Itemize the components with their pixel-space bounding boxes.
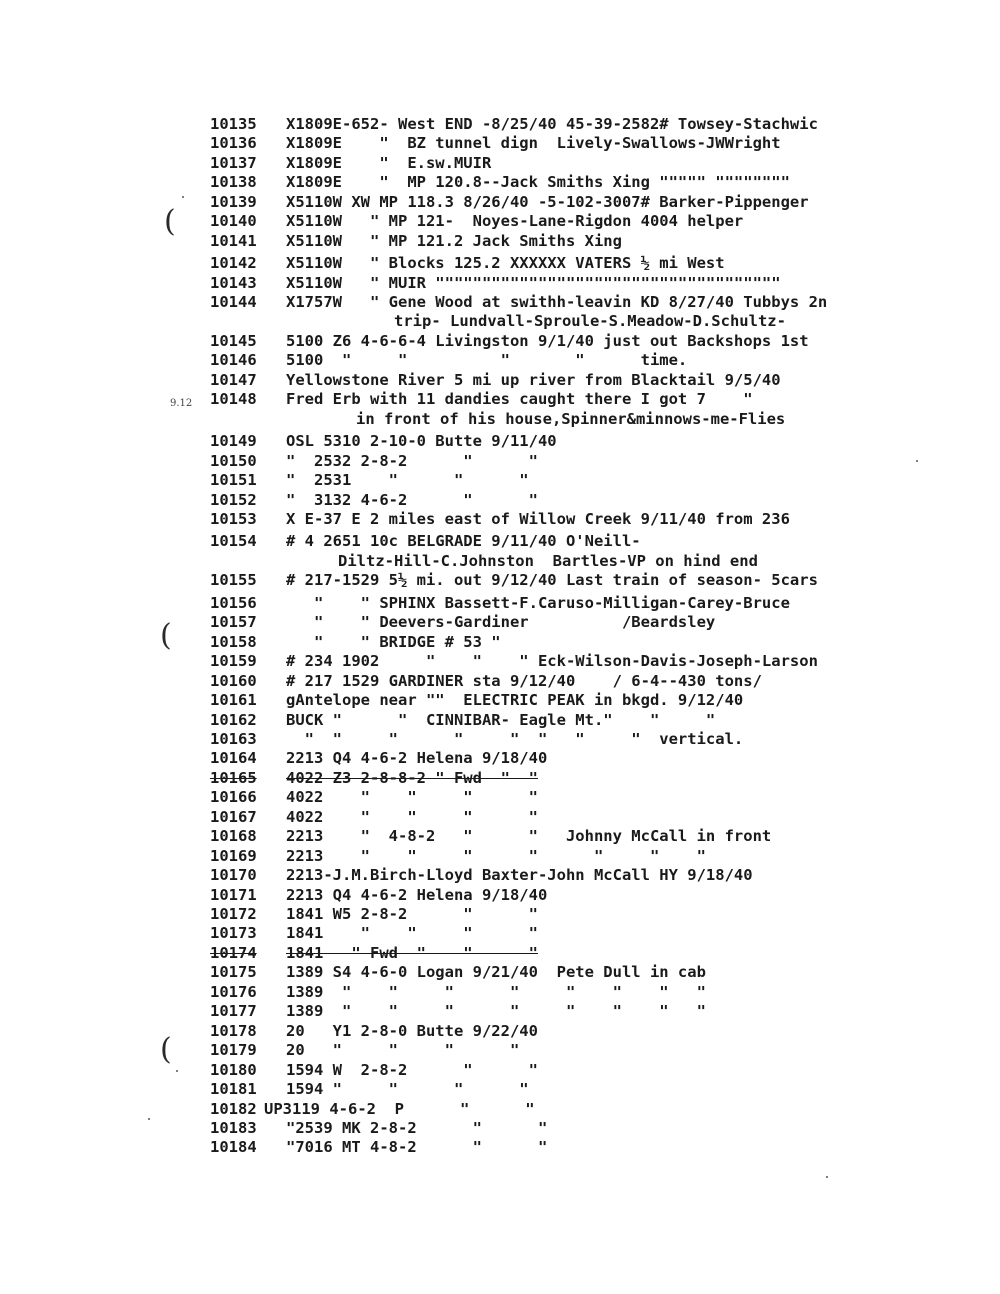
entry-number: 10150: [210, 452, 257, 470]
entry-text: X5110W " MP 121- Noyes-Lane-Rigdon 4004 helper: [286, 212, 744, 230]
entry-number: 10138: [210, 173, 257, 191]
entry-number: 10173: [210, 924, 257, 942]
entry-number: 10151: [210, 471, 257, 489]
entry-number: 10144: [210, 293, 257, 311]
entry-text: 1841 " " " ": [286, 924, 538, 942]
entry-number: 10160: [210, 672, 257, 690]
entry-text: X5110W XW MP 118.3 8/26/40 -5-102-3007# Barker-Pippenger: [286, 193, 809, 211]
entry-number: 10162: [210, 711, 257, 729]
entry-number: 10181: [210, 1080, 257, 1098]
entry-number: 10157: [210, 613, 257, 631]
entry-number: 10177: [210, 1002, 257, 1020]
entry-number: 10143: [210, 274, 257, 292]
entry-number: 10171: [210, 886, 257, 904]
scan-speck: [148, 1118, 150, 1120]
margin-paren: (: [160, 618, 172, 653]
entry-text: 1594 " " " ": [286, 1080, 529, 1098]
entry-text: X E-37 E 2 miles east of Willow Creek 9/11/40 from 236: [286, 510, 790, 528]
entry-text: 1389 " " " " " " " ": [286, 983, 706, 1001]
entry-number: 10184: [210, 1138, 257, 1156]
entry-text: 2213 Q4 4-6-2 Helena 9/18/40: [286, 886, 548, 904]
entry-number: 10165: [210, 769, 257, 787]
entry-number: 10139: [210, 193, 257, 211]
scan-speck: [182, 196, 184, 198]
entry-text: # 217-1529 5½ mi. out 9/12/40 Last train of season- 5cars: [286, 571, 818, 589]
entry-text: 2213 " " " " " " ": [286, 847, 706, 865]
scan-speck: [176, 1070, 178, 1072]
entry-number: 10166: [210, 788, 257, 806]
entry-text: 20 Y1 2-8-0 Butte 9/22/40: [286, 1022, 538, 1040]
entry-number: 10152: [210, 491, 257, 509]
entry-number: 10180: [210, 1061, 257, 1079]
entry-text: 20 " " " ": [286, 1041, 520, 1059]
entry-text: "2539 MK 2-8-2 " ": [286, 1119, 548, 1137]
entry-text: 5100 Z6 4-6-6-4 Livingston 9/1/40 just out Backshops 1st: [286, 332, 809, 350]
entry-number: 10174: [210, 944, 257, 962]
margin-paren: (: [160, 1032, 172, 1067]
entry-number: 10178: [210, 1022, 257, 1040]
entry-text: X1809E " MP 120.8--Jack Smiths Xing """"" """""""": [286, 173, 790, 191]
entry-text: OSL 5310 2-10-0 Butte 9/11/40: [286, 432, 557, 450]
entry-text: " 2531 " " ": [286, 471, 529, 489]
entry-number: 10156: [210, 594, 257, 612]
entry-number: 10155: [210, 571, 257, 589]
entry-text: X1809E " E.sw.MUIR: [286, 154, 492, 172]
entry-text: BUCK " " CINNIBAR- Eagle Mt." " ": [286, 711, 716, 729]
margin-paren: (: [164, 204, 176, 239]
entry-number: 10170: [210, 866, 257, 884]
entry-text: 1389 S4 4-6-0 Logan 9/21/40 Pete Dull in cab: [286, 963, 706, 981]
entry-number: 10137: [210, 154, 257, 172]
entry-number: 10168: [210, 827, 257, 845]
entry-text: gAntelope near "" ELECTRIC PEAK in bkgd. 9/12/40: [286, 691, 744, 709]
scan-speck: [916, 460, 918, 462]
entry-text: X1757W " Gene Wood at swithh-leavin KD 8/27/40 Tubbys 2n: [286, 293, 828, 311]
entry-continuation-text: trip- Lundvall-Sproule-S.Meadow-D.Schultz-: [394, 312, 786, 330]
entry-text: 1389 " " " " " " " ": [286, 1002, 706, 1020]
entry-text: 2213 Q4 4-6-2 Helena 9/18/40: [286, 749, 548, 767]
entry-text: " 3132 4-6-2 " ": [286, 491, 538, 509]
entry-text: Yellowstone River 5 mi up river from Blacktail 9/5/40: [286, 371, 781, 389]
entry-number: 10142: [210, 254, 257, 272]
entry-number: 10141: [210, 232, 257, 250]
entry-number: 10147: [210, 371, 257, 389]
entry-number: 10176: [210, 983, 257, 1001]
entry-text: " 2532 2-8-2 " ": [286, 452, 538, 470]
entry-number: 10149: [210, 432, 257, 450]
entry-text: "7016 MT 4-8-2 " ": [286, 1138, 548, 1156]
scan-speck: [826, 1176, 828, 1178]
entry-text: " " Deevers-Gardiner /Beardsley: [286, 613, 716, 631]
entry-number: 10135: [210, 115, 257, 133]
entry-number: 10172: [210, 905, 257, 923]
entry-number: 10179: [210, 1041, 257, 1059]
entry-text: UP3119 4-6-2 P " ": [264, 1100, 535, 1118]
entry-text: 4022 " " " ": [286, 808, 538, 826]
entry-number: 10169: [210, 847, 257, 865]
entry-text: 4022 " " " ": [286, 788, 538, 806]
entry-text: 4022 Z3 2-8-8-2 " Fwd " ": [286, 769, 538, 787]
entry-text: " " SPHINX Bassett-F.Caruso-Milligan-Carey-Bruce: [286, 594, 790, 612]
entry-text: X1809E-652- West END -8/25/40 45-39-2582# Towsey-Stachwic: [286, 115, 818, 133]
entry-text: 1594 W 2-8-2 " ": [286, 1061, 538, 1079]
margin-note: 9.12: [170, 398, 193, 409]
entry-text: X1809E " BZ tunnel dign Lively-Swallows-JWWright: [286, 134, 781, 152]
entry-text: " " BRIDGE # 53 ": [286, 633, 501, 651]
entry-text: 5100 " " " " time.: [286, 351, 688, 369]
entry-number: 10161: [210, 691, 257, 709]
entry-number: 10153: [210, 510, 257, 528]
entry-number: 10140: [210, 212, 257, 230]
entry-number: 10146: [210, 351, 257, 369]
entry-text: 2213-J.M.Birch-Lloyd Baxter-John McCall HY 9/18/40: [286, 866, 753, 884]
entry-number: 10182: [210, 1100, 257, 1118]
entry-text: X5110W " MUIR """"""""""""""""""""""""""""""""""""": [286, 274, 781, 292]
entry-text: X5110W " MP 121.2 Jack Smiths Xing: [286, 232, 622, 250]
entry-continuation-text: in front of his house,Spinner&minnows-me-Flies: [356, 410, 786, 428]
entry-text: X5110W " Blocks 125.2 XXXXXX VATERS ½ mi West: [286, 254, 725, 272]
entry-number: 10148: [210, 390, 257, 408]
entry-text: 1841 W5 2-8-2 " ": [286, 905, 538, 923]
entry-number: 10167: [210, 808, 257, 826]
entry-number: 10183: [210, 1119, 257, 1137]
entry-number: 10158: [210, 633, 257, 651]
entry-number: 10164: [210, 749, 257, 767]
entry-text: " " " " " " " " vertical.: [286, 730, 744, 748]
entry-number: 10175: [210, 963, 257, 981]
entry-text: # 217 1529 GARDINER sta 9/12/40 / 6-4--430 tons/: [286, 672, 762, 690]
entry-text: # 234 1902 " " " Eck-Wilson-Davis-Joseph-Larson: [286, 652, 818, 670]
entry-number: 10136: [210, 134, 257, 152]
entry-text: 1841 " Fwd " " ": [286, 944, 538, 962]
entry-number: 10145: [210, 332, 257, 350]
entry-text: # 4 2651 10c BELGRADE 9/11/40 O'Neill-: [286, 532, 641, 550]
entry-continuation-text: Diltz-Hill-C.Johnston Bartles-VP on hind end: [338, 552, 758, 570]
entry-number: 10163: [210, 730, 257, 748]
entry-number: 10159: [210, 652, 257, 670]
entry-number: 10154: [210, 532, 257, 550]
entry-text: 2213 " 4-8-2 " " Johnny McCall in front: [286, 827, 772, 845]
entry-text: Fred Erb with 11 dandies caught there I got 7 ": [286, 390, 753, 408]
